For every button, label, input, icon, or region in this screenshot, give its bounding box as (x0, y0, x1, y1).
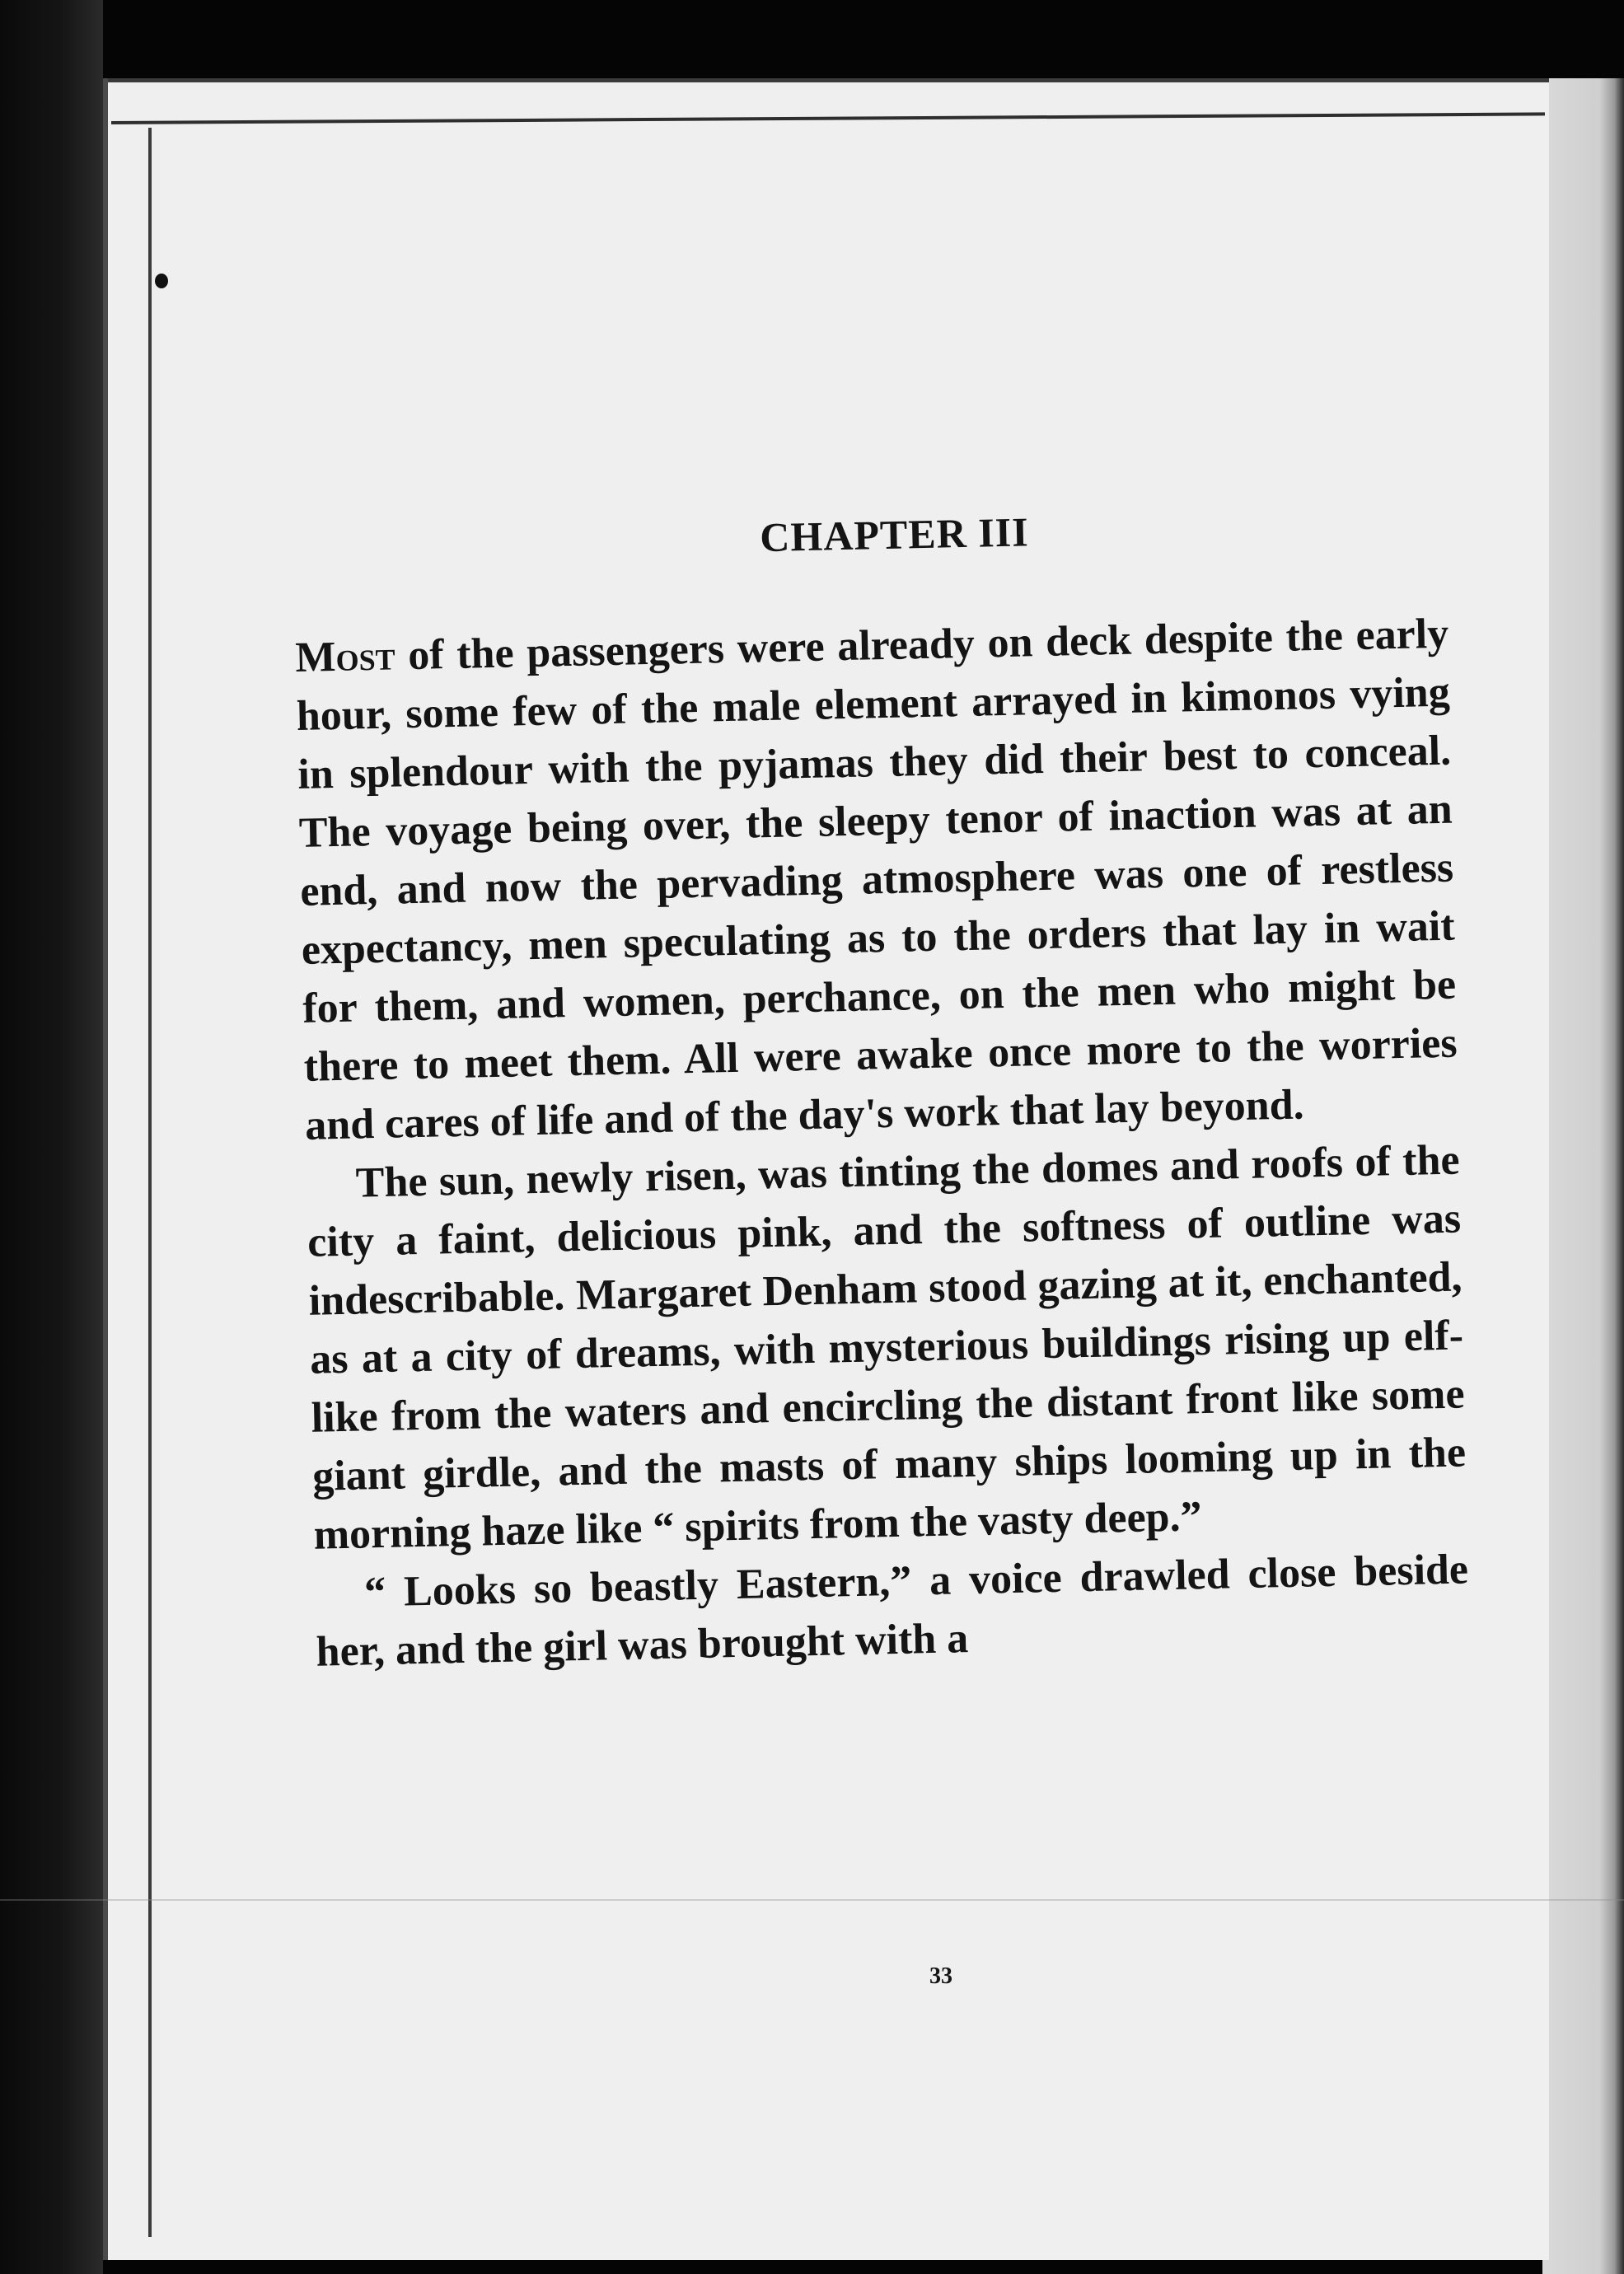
page-text-block (293, 499, 1470, 1682)
paragraph-1-text: of the passengers were already on deck despite the early hour, some few of the male element arrayed in kimonos vying in splendour with the pyjamas they did their best to conceal. The voyage being over, the sleepy tenor of inaction was at an end, and now the pervading atmosphere was one of restless expectancy, men speculating as to the orders that lay in wait for them, and women, perchance, on the men who might be there to meet them. All were awake once more to the worries and cares of life and of the day's work that lay beyond. (296, 610, 1458, 1149)
ink-speck (155, 274, 168, 288)
paragraph-3: “ Looks so beastly Eastern,” a voice drawled close beside her, and the girl was brought with a (316, 1546, 1469, 1676)
adjacent-page-edge (1542, 78, 1624, 2274)
paragraph-1 (295, 605, 1459, 1155)
chapter-heading: CHAPTER III (759, 508, 1030, 561)
scanner-left-shadow (0, 0, 103, 2274)
paragraph-2: The sun, newly risen, was tinting the domes and roofs of the city a faint, delicious pink, and the softness of outline was indescribable. Margaret Denham stood gazing at it, enchanted, as at a city of dreams, with mysterious buildings rising up elf-like from the waters and encircling the distant front like some giant girdle, and the masts of many ships looming up in the morning haze like “ spirits from the vasty deep.” (307, 1136, 1467, 1559)
page-number: 33 (929, 1963, 952, 1989)
scan-artifact-line (0, 1899, 1624, 1901)
page-left-edge-line (148, 128, 152, 2237)
paragraph-1-lead-word: Most (294, 632, 396, 681)
page-top-edge-line (111, 112, 1545, 124)
